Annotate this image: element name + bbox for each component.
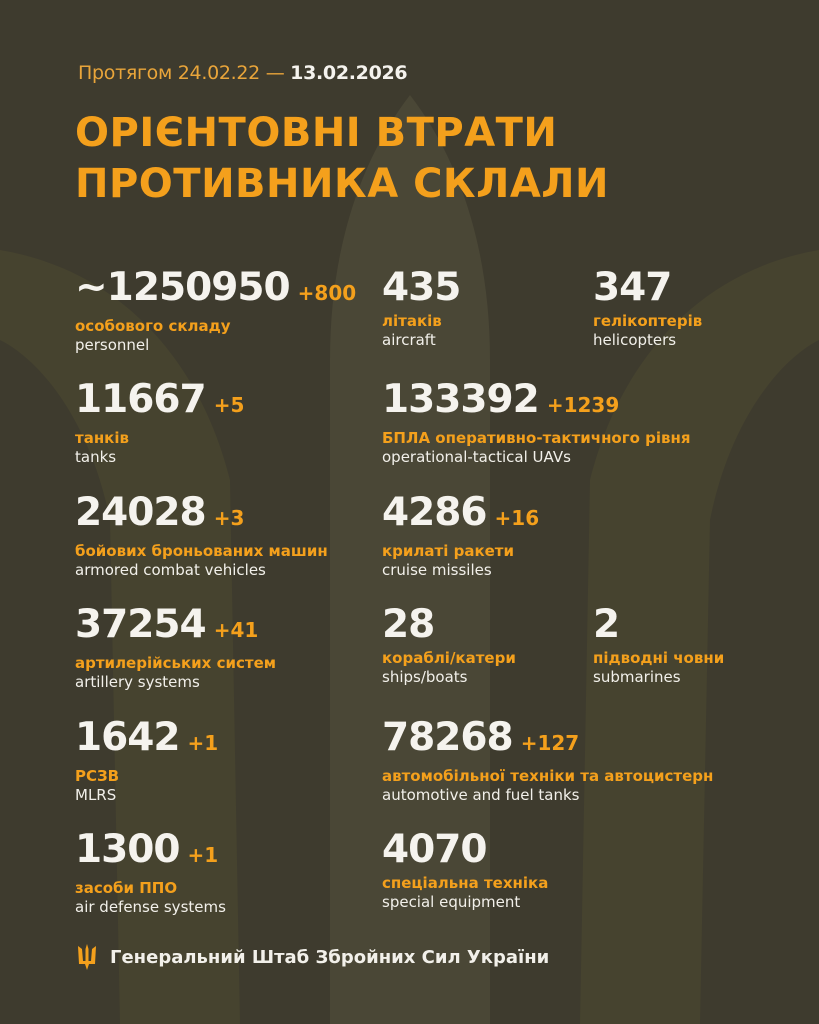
stat-label-en: automotive and fuel tanks — [382, 786, 580, 804]
title-line-1: ОРІЄНТОВНІ ВТРАТИ — [75, 110, 558, 156]
stat-label-en: special equipment — [382, 893, 521, 911]
stat-submarines — [593, 602, 725, 687]
stat-delta: +1 — [187, 843, 219, 867]
stat-label-ua: автомобільної техніки та автоцистерн — [382, 767, 714, 785]
stat-label-en: personnel — [75, 336, 150, 354]
stat-value — [382, 265, 461, 310]
stat-label-en: cruise missiles — [382, 561, 492, 579]
stat-personnel — [75, 265, 357, 355]
stat-delta: +127 — [520, 731, 580, 755]
stat-number: ~1250950 — [75, 265, 290, 310]
stat-label-ua: кораблі/катери — [382, 649, 516, 667]
stat-air-defense-systems — [75, 827, 226, 917]
stat-tanks — [75, 377, 245, 467]
stat-value — [75, 715, 219, 763]
stat-label-ua: підводні човни — [593, 649, 725, 667]
stat-label-en: operational-tactical UAVs — [382, 448, 571, 466]
stat-delta: +3 — [213, 506, 245, 530]
stat-aircraft — [382, 265, 461, 350]
stat-label-ua: бойових броньованих машин — [75, 542, 328, 560]
stat-number: 4286 — [382, 490, 487, 535]
stat-value — [593, 265, 702, 310]
stat-value — [382, 490, 540, 538]
stat-label-en: ships/boats — [382, 668, 468, 686]
stat-value — [382, 827, 548, 872]
stat-ships-boats — [382, 602, 516, 687]
stat-delta: +1 — [187, 731, 219, 755]
page-title — [75, 108, 609, 210]
stat-label-en: submarines — [593, 668, 681, 686]
trident-icon — [78, 944, 96, 970]
stat-value — [75, 377, 245, 425]
stat-cruise-missiles — [382, 490, 540, 580]
stat-label-en: artillery systems — [75, 673, 200, 691]
stat-number: 78268 — [382, 715, 513, 760]
period-subtitle — [78, 62, 407, 84]
stat-label-en: MLRS — [75, 786, 117, 804]
footer-text: Генеральний Штаб Збройних Сил України — [110, 946, 550, 968]
stat-delta: +800 — [297, 281, 357, 305]
stat-value — [75, 490, 328, 538]
period-end: 13.02.2026 — [290, 62, 408, 84]
stat-special-equipment — [382, 827, 549, 912]
stat-delta: +41 — [213, 618, 259, 642]
stat-label-ua: засоби ППО — [75, 879, 178, 897]
stat-helicopters — [593, 265, 703, 350]
stat-label-en: armored combat vehicles — [75, 561, 266, 579]
stat-number: 28 — [382, 602, 435, 647]
period-prefix: Протягом 24.02.22 — — [78, 62, 285, 84]
stat-label-ua: БПЛА оперативно-тактичного рівня — [382, 429, 691, 447]
stat-label-ua: особового складу — [75, 317, 231, 335]
stat-number: 37254 — [75, 602, 206, 647]
stat-value — [75, 602, 276, 650]
stat-label-ua: літаків — [382, 312, 442, 330]
stat-number: 2 — [593, 602, 620, 647]
stat-delta: +1239 — [546, 393, 620, 417]
stat-number: 347 — [593, 265, 672, 310]
stat-number: 11667 — [75, 377, 206, 422]
stat-number: 24028 — [75, 490, 206, 535]
stat-number: 1300 — [75, 827, 180, 872]
stat-label-en: aircraft — [382, 331, 436, 349]
stat-value — [75, 827, 226, 875]
stat-label-ua: танків — [75, 429, 129, 447]
stat-value — [382, 602, 516, 647]
stat-label-en: tanks — [75, 448, 117, 466]
stat-label-ua: крилаті ракети — [382, 542, 515, 560]
stat-armored-combat-vehicles — [75, 490, 328, 580]
stat-value — [382, 377, 690, 425]
stat-number: 1642 — [75, 715, 180, 760]
stat-delta: +16 — [494, 506, 540, 530]
stat-label-ua: артилерійських систем — [75, 654, 276, 672]
footer — [78, 944, 549, 970]
stat-label-en: helicopters — [593, 331, 677, 349]
stat-number: 435 — [382, 265, 461, 310]
stat-number: 4070 — [382, 827, 487, 872]
stat-mlrs — [75, 715, 219, 805]
stat-value — [593, 602, 724, 647]
stat-delta: +5 — [213, 393, 245, 417]
stat-label-ua: гелікоптерів — [593, 312, 703, 330]
stat-number: 133392 — [382, 377, 539, 422]
stat-label-en: air defense systems — [75, 898, 226, 916]
stat-value — [382, 715, 713, 763]
stat-automotive-and-fuel-tanks — [382, 715, 714, 805]
stat-label-ua: РСЗВ — [75, 767, 120, 785]
stat-operational-tactical-uavs — [382, 377, 691, 467]
title-line-2: ПРОТИВНИКА СКЛАЛИ — [75, 161, 610, 207]
stat-label-ua: спеціальна техніка — [382, 874, 549, 892]
stat-artillery-systems — [75, 602, 276, 692]
stat-value — [75, 265, 357, 313]
